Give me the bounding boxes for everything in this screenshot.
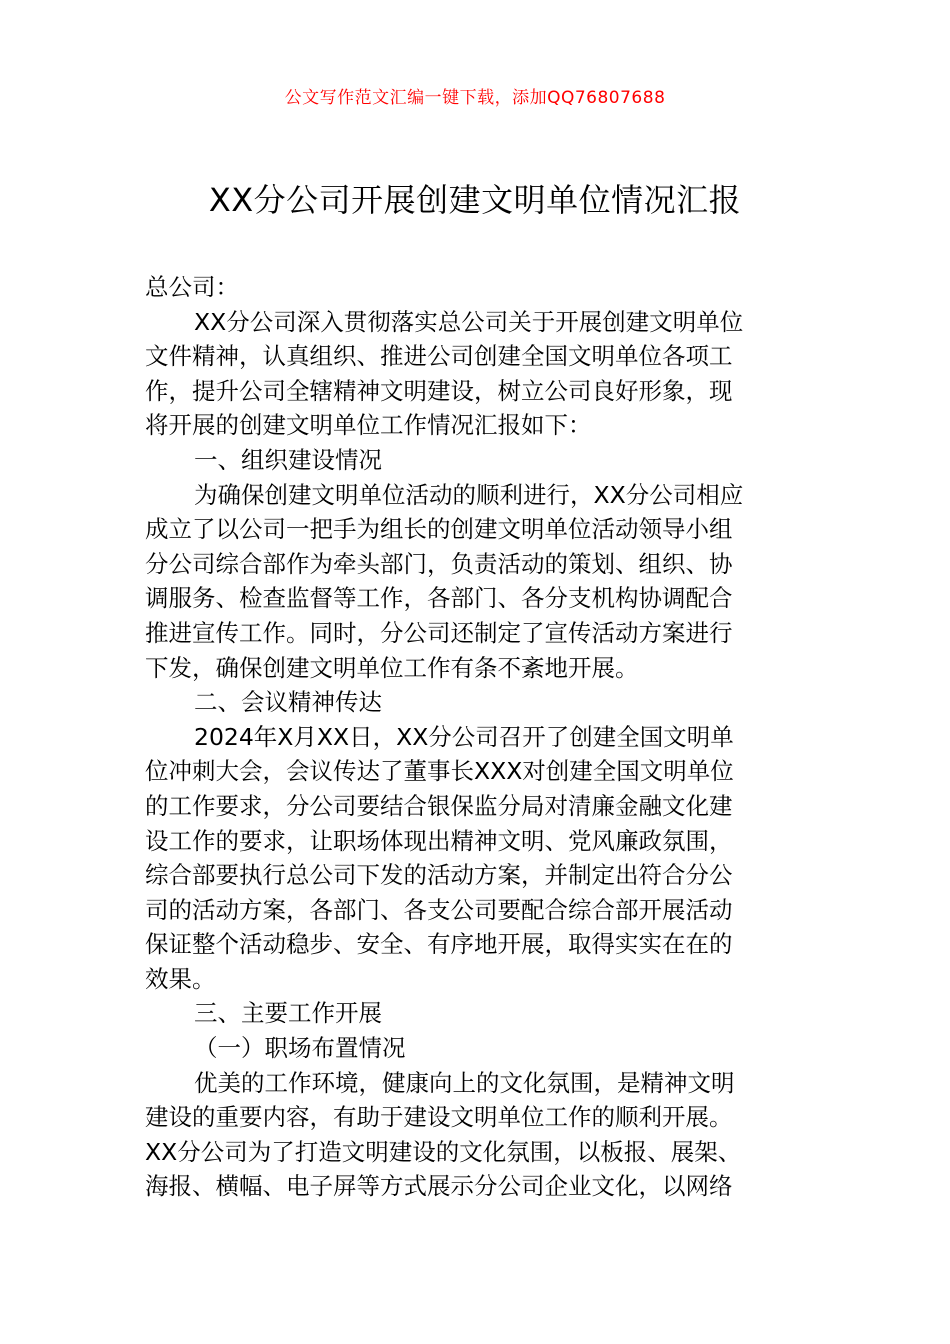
paragraph-line: 分公司综合部作为牵头部门，负责活动的策划、组织、协 <box>145 549 733 578</box>
paragraph-line: 为确保创建文明单位活动的顺利进行，XX分公司相应 <box>194 480 744 509</box>
paragraph-line: 设工作的要求，让职场体现出精神文明、党风廉政氛围， <box>145 826 733 855</box>
download-banner: 公文写作范文汇编一键下载，添加QQ76807688 <box>284 88 666 108</box>
salutation-line: 总公司： <box>145 273 239 301</box>
paragraph-line: 调服务、检查监督等工作，各部门、各分支机构协调配合 <box>145 584 733 613</box>
paragraph-line: 位冲刺大会，会议传达了董事长XXX对创建全国文明单位 <box>145 757 734 786</box>
paragraph-line: 优美的工作环境，健康向上的文化氛围，是精神文明 <box>194 1068 735 1097</box>
paragraph-line: 作，提升公司全辖精神文明建设，树立公司良好形象，现 <box>145 376 733 405</box>
paragraph-line: 文件精神，认真组织、推进公司创建全国文明单位各项工 <box>145 342 733 371</box>
paragraph-line: 综合部要执行总公司下发的活动方案，并制定出符合分公 <box>145 861 733 890</box>
paragraph-line: 司的活动方案，各部门、各支公司要配合综合部开展活动 <box>145 895 733 924</box>
document-body <box>145 270 817 1204</box>
paragraph-line: XX分公司深入贯彻落实总公司关于开展创建文明单位 <box>194 307 744 336</box>
section-heading: 三、主要工作开展 <box>194 999 382 1028</box>
paragraph-line: XX分公司为了打造文明建设的文化氛围，以板报、展架、 <box>145 1137 742 1166</box>
section-heading: 一、组织建设情况 <box>194 445 382 474</box>
paragraph-line: 建设的重要内容，有助于建设文明单位工作的顺利开展。 <box>145 1103 733 1132</box>
paragraph-line: 成立了以公司一把手为组长的创建文明单位活动领导小组 <box>145 515 733 544</box>
paragraph-line: 将开展的创建文明单位工作情况汇报如下： <box>145 411 592 440</box>
paragraph-line: 保证整个活动稳步、安全、有序地开展，取得实实在在的 <box>145 930 733 959</box>
section-heading: 二、会议精神传达 <box>194 688 382 717</box>
paragraph-line: 下发，确保创建文明单位工作有条不紊地开展。 <box>145 653 639 682</box>
subsection-heading: （一）职场布置情况 <box>194 1034 406 1063</box>
paragraph-line: 推进宣传工作。同时，分公司还制定了宣传活动方案进行 <box>145 618 733 647</box>
paragraph-line: 海报、横幅、电子屏等方式展示分公司企业文化，以网络 <box>145 1172 733 1201</box>
paragraph-line: 2024年X月XX日，XX分公司召开了创建全国文明单 <box>194 722 734 751</box>
paragraph-line: 效果。 <box>145 964 216 993</box>
paragraph-line: 的工作要求，分公司要结合银保监分局对清廉金融文化建 <box>145 791 733 820</box>
document-title: XX分公司开展创建文明单位情况汇报 <box>208 181 742 219</box>
